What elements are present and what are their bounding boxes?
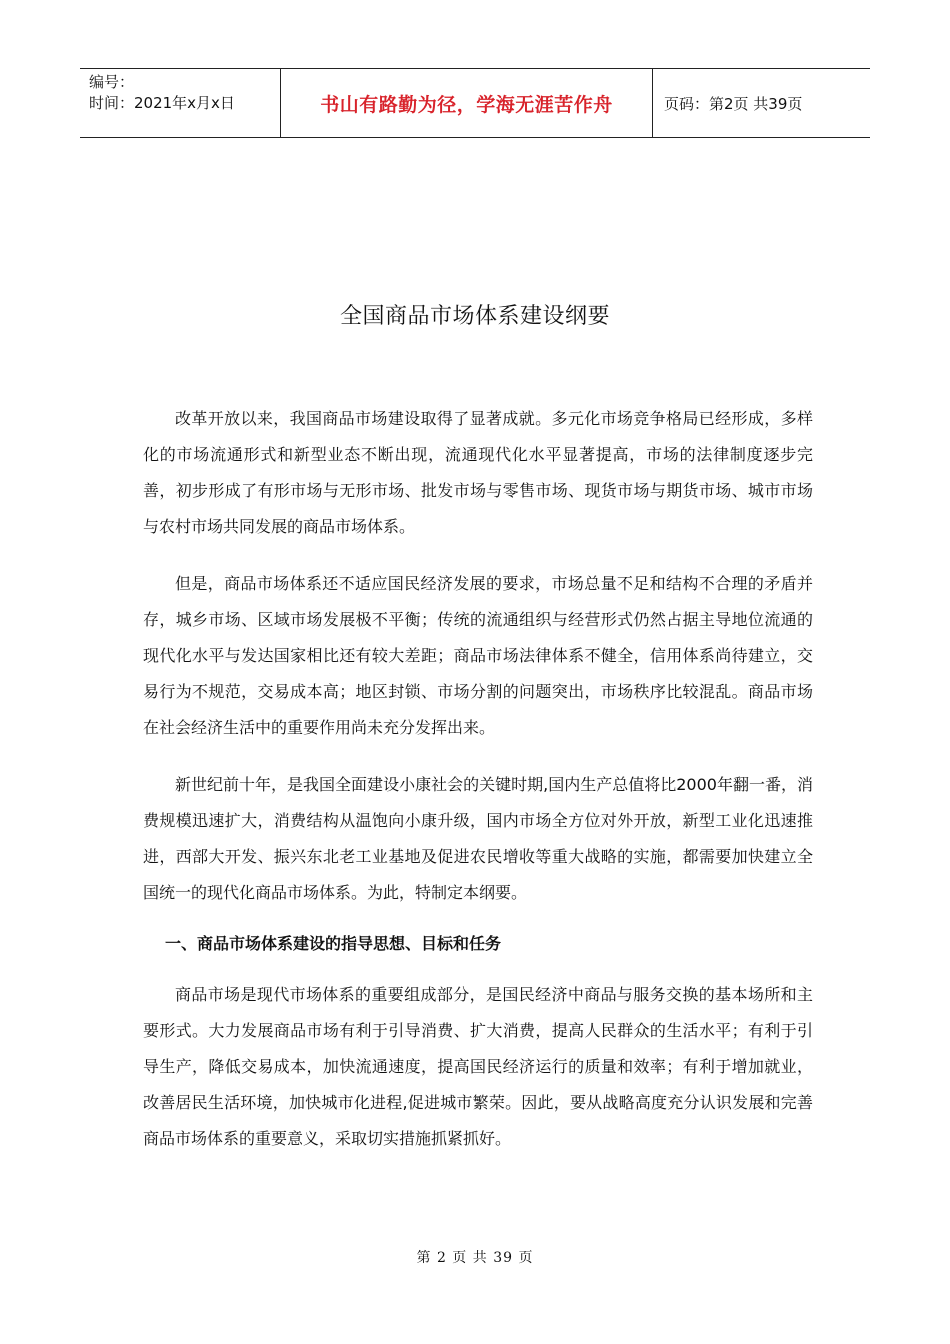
date-text: 时间：2021年x月x日 — [89, 94, 235, 112]
header-motto-cell — [281, 69, 653, 137]
paragraph-problems: 但是，商品市场体系还不适应国民经济发展的要求，市场总量不足和结构不合理的矛盾并存，城乡市场、区域市场发展极不平衡；传统的流通组织与经营形式仍然占据主导地位流通的现代化水平与发达国家相比还有较大差距；商品市场法律体系不健全，信用体系尚待建立，交易行为不规范，交易成本高；地区封锁、市场分割的问题突出，市场秩序比较混乱。商品市场在社会经济生活中的重要作用尚未充分发挥出来。 — [143, 574, 813, 737]
document-title: 全国商品市场体系建设纲要 — [339, 304, 610, 329]
header-meta-cell — [80, 69, 281, 137]
document-header — [80, 68, 870, 138]
motto-text: 书山有路勤为径，学海无涯苦作舟 — [320, 93, 613, 116]
document-body — [143, 401, 813, 1178]
section-heading-1: 一、商品市场体系建设的指导思想、目标和任务 — [165, 934, 502, 953]
header-page-cell — [653, 69, 870, 137]
paragraph-intro: 改革开放以来，我国商品市场建设取得了显著成就。多元化市场竞争格局已经形成，多样化的市场流通形式和新型业态不断出现，流通现代化水平显著提高，市场的法律制度逐步完善，初步形成了有形市场与无形市场、批发市场与零售市场、现货市场与期货市场、城市市场与农村市场共同发展的商品市场体系。 — [143, 409, 813, 536]
paragraph-section-1: 商品市场是现代市场体系的重要组成部分，是国民经济中商品与服务交换的基本场所和主要形式。大力发展商品市场有利于引导消费、扩大消费，提高人民群众的生活水平；有利于引导生产，降低交易成本，加快流通速度，提高国民经济运行的质量和效率；有利于增加就业，改善居民生活环境，加快城市化进程,促进城市繁荣。因此，要从战略高度充分认识发展和完善商品市场体系的重要意义，采取切实措施抓紧抓好。 — [143, 985, 813, 1148]
page-footer: 第 2 页 共 39 页 — [416, 1250, 534, 1266]
serial-number-label: 编号： — [89, 73, 135, 91]
paragraph-new-century: 新世纪前十年，是我国全面建设小康社会的关键时期,国内生产总值将比2000年翻一番，消费规模迅速扩大，消费结构从温饱向小康升级，国内市场全方位对外开放，新型工业化迅速推进，西部大开发、振兴东北老工业基地及促进农民增收等重大战略的实施，都需要加快建立全国统一的现代化商品市场体系。为此，特制定本纲要。 — [143, 775, 813, 902]
page-code-text: 页码：第2页 共39页 — [664, 94, 803, 113]
